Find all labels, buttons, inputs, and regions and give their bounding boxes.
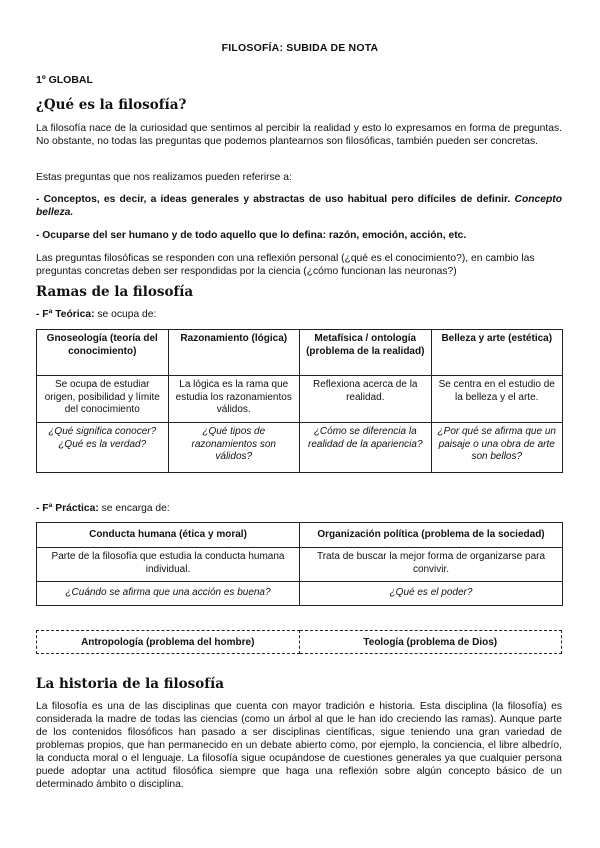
teorica-line [36, 308, 562, 321]
practica-label: - Fª Práctica: [36, 503, 99, 514]
teorica-description-cell: Reflexiona acerca de la realidad. [300, 376, 432, 423]
teorica-question-cell: ¿Qué tipos de razonamientos son válidos? [168, 423, 300, 473]
historia-paragraph: La filosofía es una de las disciplinas que cuenta con mayor tradición e historia. Esta disciplina (la filosofía) es considerada la madre de todas las ciencias (como un árbol al que le han ido creciendo las ramas). Aunque parte de los contenidos filosóficos han pasado a ser disciplinas científicas, sigue teniendo una gran variedad de problemas propios, que han permanecido en un debate abierto como, por ejemplo, la conciencia, el libre albedrío, la conducta moral o el lenguaje. La filosofía sigue ocupándose de cuestiones generales ya que cualquier persona puede adoptar una actitud filosófica siempre que haga una reflexión sobre algún concepto básico de un determinado ámbito o disciplina. [36, 701, 562, 790]
teorica-header-row [37, 330, 563, 376]
bullet-conceptos-text: - Conceptos, es decir, a ideas generales y abstractas de uso habitual pero difíciles de definir. [36, 194, 511, 205]
teorica-table [36, 329, 563, 473]
practica-table [36, 522, 563, 606]
practica-line [36, 502, 562, 515]
teorica-header-cell: Razonamiento (lógica) [168, 330, 300, 376]
bullet-ser-humano: - Ocuparse del ser humano y de todo aquello que lo defina: razón, emoción, acción, etc. [36, 230, 467, 241]
teorica-question-cell: ¿Por qué se afirma que un paisaje o una obra de arte son bellos? [431, 423, 563, 473]
teorica-description-cell: La lógica es la rama que estudia los razonamientos válidos. [168, 376, 300, 423]
bullet-conceptos [36, 193, 562, 219]
teorica-header-cell: Gnoseología (teoría del conocimiento) [37, 330, 169, 376]
practica-header-cell: Conducta humana (ética y moral) [37, 523, 300, 548]
practica-description-cell: Trata de buscar la mejor forma de organizarse para convivir. [300, 548, 563, 582]
practica-question-cell: ¿Cuándo se afirma que una acción es buena? [37, 582, 300, 606]
section-label: 1º GLOBAL [36, 74, 93, 86]
other-branches-box [36, 630, 562, 654]
teorica-header-cell: Belleza y arte (estética) [431, 330, 563, 376]
heading-historia: La historia de la filosofía [36, 676, 224, 692]
teorica-description-cell: Se centra en el estudio de la belleza y el arte. [431, 376, 563, 423]
teorica-question-cell: ¿Qué significa conocer? ¿Qué es la verdad? [37, 423, 169, 473]
document-title: FILOSOFÍA: SUBIDA DE NOTA [221, 42, 379, 54]
teorica-question-row [37, 423, 563, 473]
practica-header-cell: Organización política (problema de la sociedad) [300, 523, 563, 548]
teorica-question-cell: ¿Cómo se diferencia la realidad de la apariencia? [300, 423, 432, 473]
branch-antropologia: Antropología (problema del hombre) [36, 630, 300, 654]
heading-que-es: ¿Qué es la filosofía? [36, 97, 187, 113]
practica-description-row [37, 548, 563, 582]
teorica-label: - Fª Teórica: [36, 309, 95, 320]
teorica-description-row [37, 376, 563, 423]
practica-rest: se encarga de: [98, 503, 170, 514]
practica-question-row [37, 582, 563, 606]
respuesta-paragraph: Las preguntas filosóficas se responden con una reflexión personal (¿qué es el conocimiento?), en cambio las preguntas concretas deben ser respondidas por la ciencia (¿cómo funcionan las neuronas?) [36, 253, 535, 277]
branch-teologia: Teología (problema de Dios) [300, 630, 563, 654]
practica-description-cell: Parte de la filosofía que estudia la conducta humana individual. [37, 548, 300, 582]
intro-paragraph: La filosofía nace de la curiosidad que sentimos al percibir la realidad y esto lo expresamos en forma de preguntas. No obstante, no todas las preguntas que podemos plantearnos son filosóficas, también pueden ser concretas. [36, 123, 562, 147]
practica-question-cell: ¿Qué es el poder? [300, 582, 563, 606]
bullet-conceptos-example: Concepto belleza. [36, 194, 562, 218]
heading-ramas: Ramas de la filosofía [36, 284, 194, 300]
teorica-rest: se ocupa de: [94, 309, 157, 320]
preguntas-intro: Estas preguntas que nos realizamos pueden referirse a: [36, 172, 292, 183]
practica-header-row [37, 523, 563, 548]
teorica-header-cell: Metafísica / ontología (problema de la realidad) [300, 330, 432, 376]
teorica-description-cell: Se ocupa de estudiar origen, posibilidad y límite del conocimiento [37, 376, 169, 423]
